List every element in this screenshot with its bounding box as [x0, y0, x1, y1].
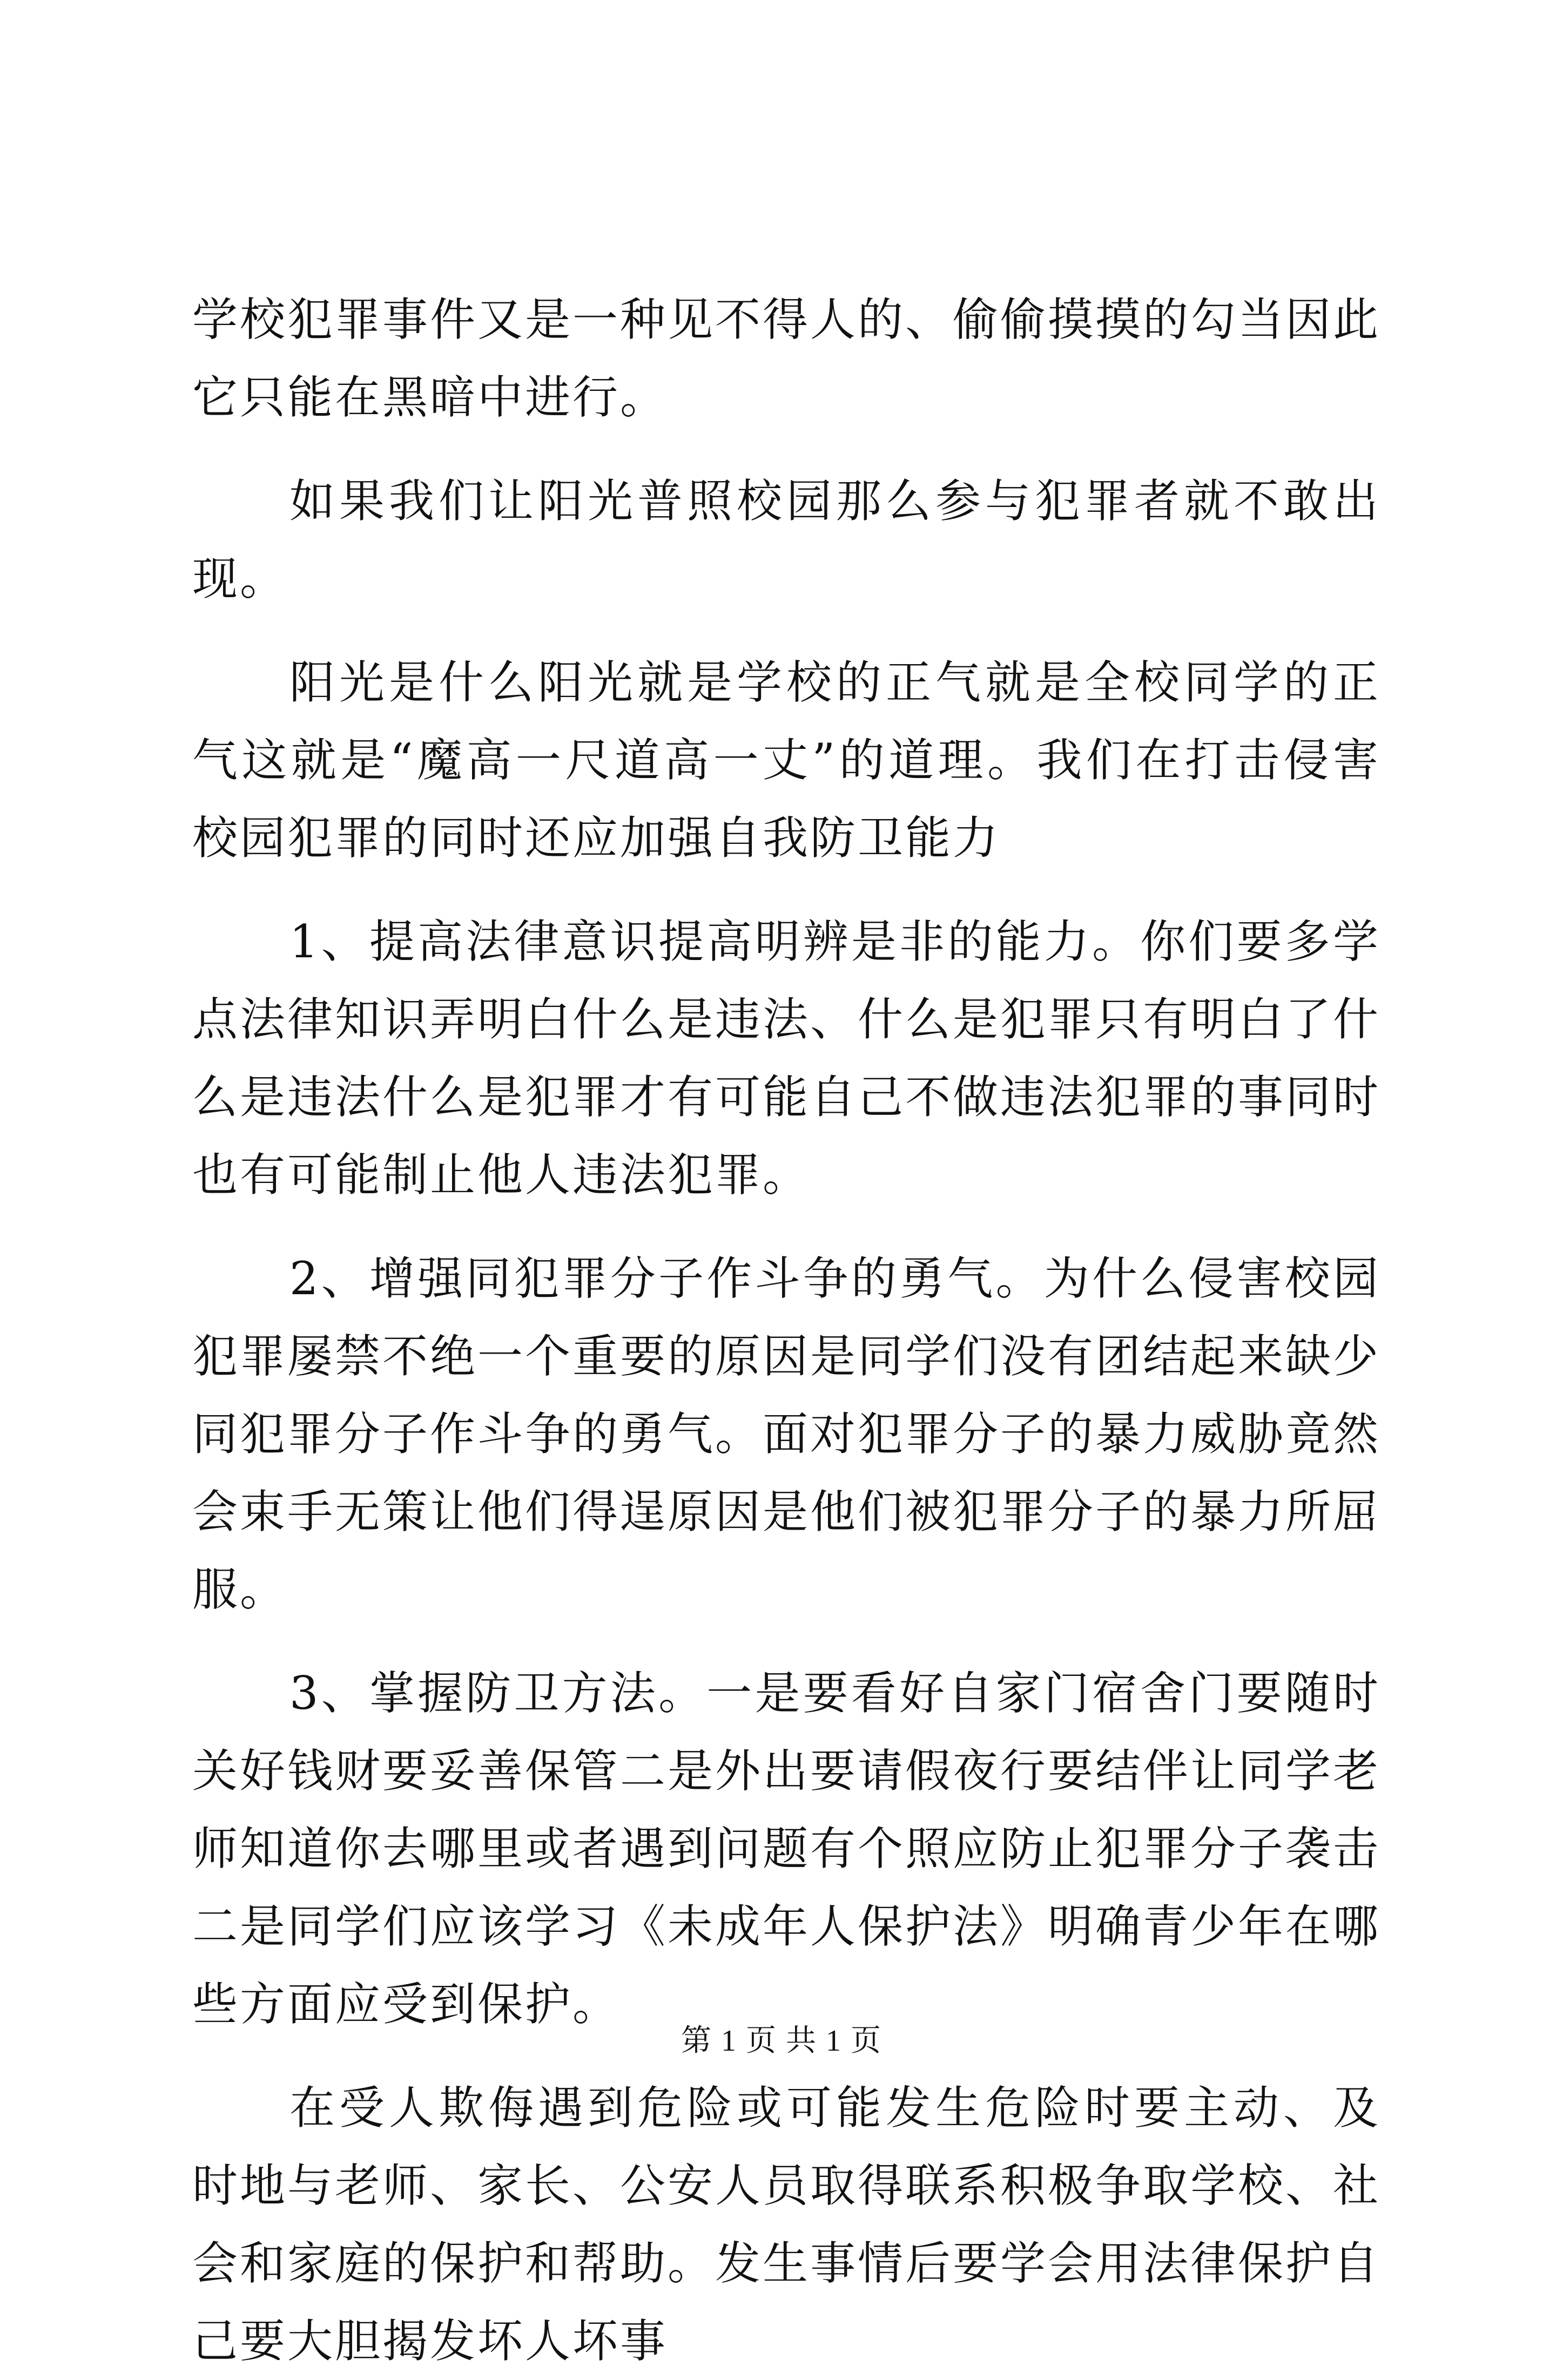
paragraph-1: 学校犯罪事件又是一种见不得人的、偷偷摸摸的勾当因此它只能在黑暗中进行。	[192, 293, 1381, 424]
paragraph-4: 1、提高法律意识提高明辨是非的能力。你们要多学点法律知识弄明白什么是违法、什么是犯罪只有明白了什么是违法什么是犯罪才有可能自己不做违法犯罪的事同时也有可能制止他人违法犯罪。	[192, 915, 1381, 1201]
paragraph-7: 在受人欺侮遇到危险或可能发生危险时要主动、及时地与老师、家长、公安人员取得联系积极争取学校、社会和家庭的保护和帮助。发生事情后要学会用法律保护自己要大胆揭发坏人坏事	[192, 2081, 1381, 2368]
paragraph-2: 如果我们让阳光普照校园那么参与犯罪者就不敢出现。	[192, 475, 1380, 605]
paragraph-5: 2、增强同犯罪分子作斗争的勇气。为什么侵害校园犯罪屡禁不绝一个重要的原因是同学们没有团结起来缺少同犯罪分子作斗争的勇气。面对犯罪分子的暴力威胁竟然会束手无策让他们得逞原因是他们被犯罪分子的暴力所屈服。	[192, 1252, 1381, 1616]
paragraph-3: 阳光是什么阳光就是学校的正气就是全校同学的正气这就是“魔高一尺道高一丈”的道理。我们在打击侵害校园犯罪的同时还应加强自我防卫能力	[192, 656, 1380, 864]
page-number-footer: 第 1 页 共 1 页	[681, 2024, 882, 2058]
paragraph-6: 3、掌握防卫方法。一是要看好自家门宿舍门要随时关好钱财要妥善保管二是外出要请假夜行要结伴让同学老师知道你去哪里或者遇到问题有个照应防止犯罪分子袭击二是同学们应该学习《未成年人保护法》明确青少年在哪些方面应受到保护。	[192, 1667, 1381, 2031]
document-body	[192, 281, 1380, 2380]
